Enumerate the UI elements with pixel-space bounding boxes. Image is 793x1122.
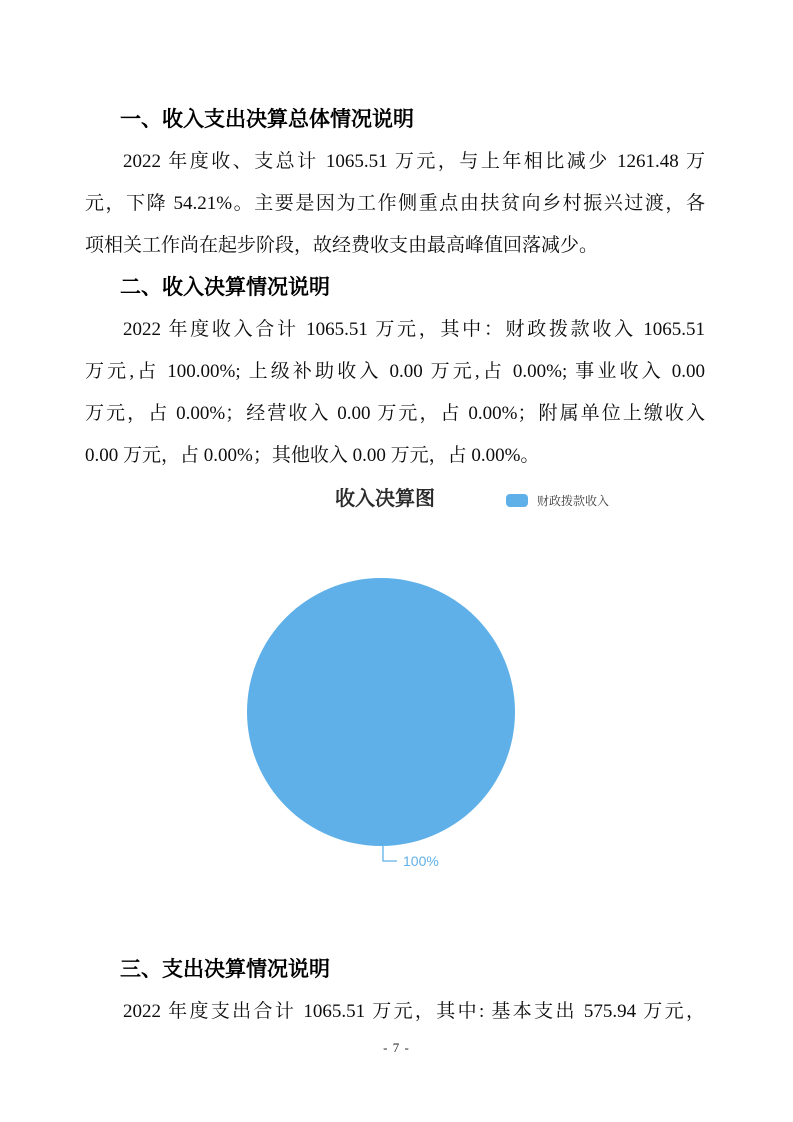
legend-swatch-rect (506, 494, 528, 507)
section-heading-overall: 一、收入支出决算总体情况说明 (120, 108, 414, 131)
paragraph-line: 万元，占 0.00%；经营收入 0.00 万元，占 0.00%；附属单位上缴收入 (85, 403, 705, 424)
section-heading-income: 二、收入决算情况说明 (120, 276, 330, 299)
paragraph-line: 2022 年度收入合计 1065.51 万元，其中：财政拨款收入 1065.51 (123, 319, 705, 340)
legend-label: 财政拨款收入 (537, 494, 610, 508)
pie-slice-fiscal-income (247, 578, 515, 846)
section-heading-expenditure: 三、支出决算情况说明 (120, 958, 330, 981)
paragraph-line: 0.00 万元，占 0.00%；其他收入 0.00 万元，占 0.00%。 (85, 445, 540, 466)
pie-percent-label: 100% (403, 853, 439, 869)
paragraph-line: 项相关工作尚在起步阶段，故经费收支由最高峰值回落减少。 (85, 235, 599, 256)
paragraph-line: 2022 年度支出合计 1065.51 万元，其中: 基本支出 575.94 万元， (123, 1001, 705, 1022)
page-number: - 7 - (383, 1040, 410, 1055)
text-block-top (85, 99, 705, 477)
legend-swatch-icon (506, 494, 528, 507)
paragraph-line: 2022 年度收、支总计 1065.51 万元，与上年相比减少 1261.48 万 (123, 151, 705, 172)
paragraph-line: 万元,占 100.00%; 上级补助收入 0.00 万元,占 0.00%; 事业收入 0.00 (85, 361, 705, 382)
pie-label-leader-line (383, 846, 397, 861)
income-pie-chart (201, 550, 561, 880)
chart-legend (506, 493, 609, 508)
paragraph-line: 元，下降 54.21%。主要是因为工作侧重点由扶贫向乡村振兴过渡，各 (85, 193, 705, 214)
text-block-bottom (85, 949, 705, 1033)
chart-title: 收入决算图 (335, 488, 435, 510)
